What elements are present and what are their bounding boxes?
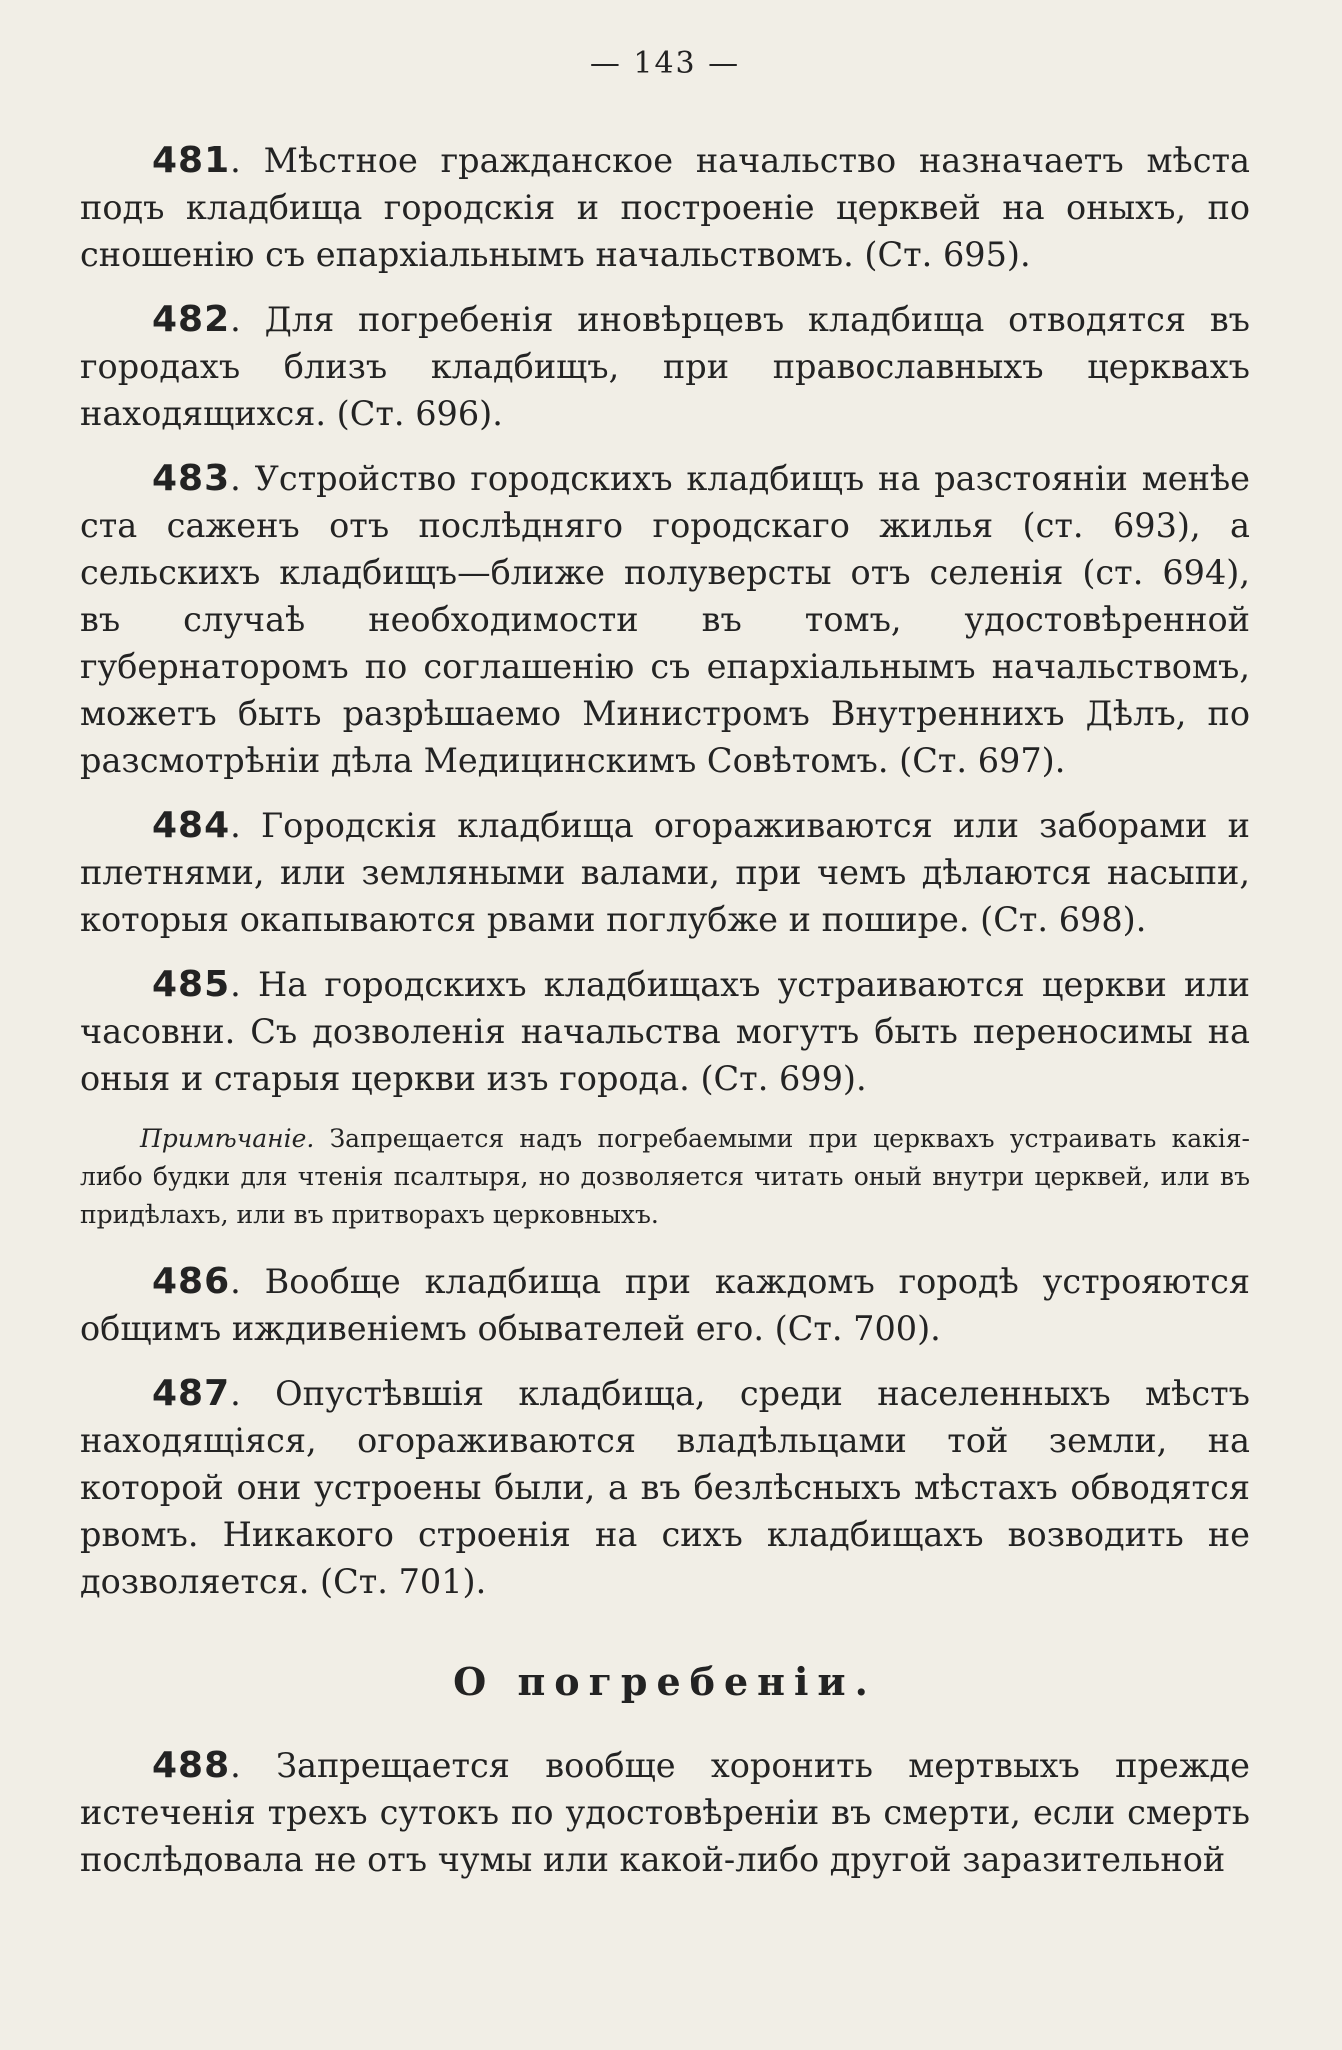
- article-482: [80, 296, 1250, 437]
- article-486: [80, 1258, 1250, 1352]
- article-number: 483: [152, 458, 231, 499]
- note: [80, 1120, 1250, 1234]
- article-number: 482: [152, 299, 231, 340]
- note-text: Запрещается надъ погребаемыми при церквахъ устраивать какія-либо будки для чтенія псалтыря, но дозволяется читать оный внутри церквей, или въ придѣлахъ, или въ притворахъ церковныхъ.: [80, 1124, 1250, 1229]
- article-text: . Опустѣвшія кладбища, среди населенныхъ мѣстъ находящіяся, огораживаются владѣльцами той земли, на которой они устроены были, а въ безлѣсныхъ мѣстахъ обводятся рвомъ. Никакого строенія на сихъ кладбищахъ возводить не дозволяется. (Ст. 701).: [80, 1374, 1250, 1601]
- section-heading: О погребеніи.: [453, 1659, 877, 1704]
- article-number: 481: [152, 140, 231, 181]
- article-481: [80, 137, 1250, 278]
- article-number: 485: [152, 964, 231, 1005]
- article-text: . Городскія кладбища огораживаются или заборами и плетнями, или земляными валами, при чемъ дѣлаются насыпи, которыя окапываются рвами поглубже и пошире. (Ст. 698).: [80, 806, 1250, 939]
- article-488: [80, 1742, 1250, 1883]
- article-text: . На городскихъ кладбищахъ устраиваются церкви или часовни. Съ дозволенія начальства могутъ быть переносимы на оныя и старыя церкви изъ города. (Ст. 699).: [80, 965, 1250, 1098]
- article-484: [80, 802, 1250, 943]
- article-483: [80, 455, 1250, 784]
- article-number: 486: [152, 1261, 231, 1302]
- article-485: [80, 961, 1250, 1102]
- article-number: 487: [152, 1373, 231, 1414]
- article-number: 488: [152, 1745, 231, 1786]
- article-text: . Запрещается вообще хоронить мертвыхъ прежде истеченія трехъ сутокъ по удостовѣреніи въ смерти, если смерть послѣдовала не отъ чумы или какой-либо другой заразительной: [80, 1746, 1250, 1879]
- article-text: . Для погребенія иновѣрцевъ кладбища отводятся въ городахъ близъ кладбищъ, при православныхъ церквахъ находящихся. (Ст. 696).: [80, 300, 1250, 433]
- note-label: Примѣчаніе.: [140, 1124, 315, 1153]
- page-number: — 143 —: [589, 46, 741, 81]
- article-text: . Мѣстное гражданское начальство назначаетъ мѣста подъ кладбища городскія и построеніе церквей на оныхъ, по сношенію съ епархіальнымъ начальствомъ. (Ст. 695).: [80, 141, 1250, 274]
- article-text: . Устройство городскихъ кладбищъ на разстояніи менѣе ста саженъ отъ послѣдняго городскаго жилья (ст. 693), а сельскихъ кладбищъ—ближе полуверсты отъ селенія (ст. 694), въ случаѣ необходимости въ томъ, удостовѣренной губернаторомъ по соглашенію съ епархіальнымъ начальствомъ, можетъ быть разрѣшаемо Министромъ Внутреннихъ Дѣлъ, по разсмотрѣніи дѣла Медицинскимъ Совѣтомъ. (Ст. 697).: [80, 459, 1250, 780]
- article-number: 484: [152, 805, 231, 846]
- article-487: [80, 1370, 1250, 1605]
- article-text: . Вообще кладбища при каждомъ городѣ устрояются общимъ иждивеніемъ обывателей его. (Ст. 700).: [80, 1262, 1250, 1348]
